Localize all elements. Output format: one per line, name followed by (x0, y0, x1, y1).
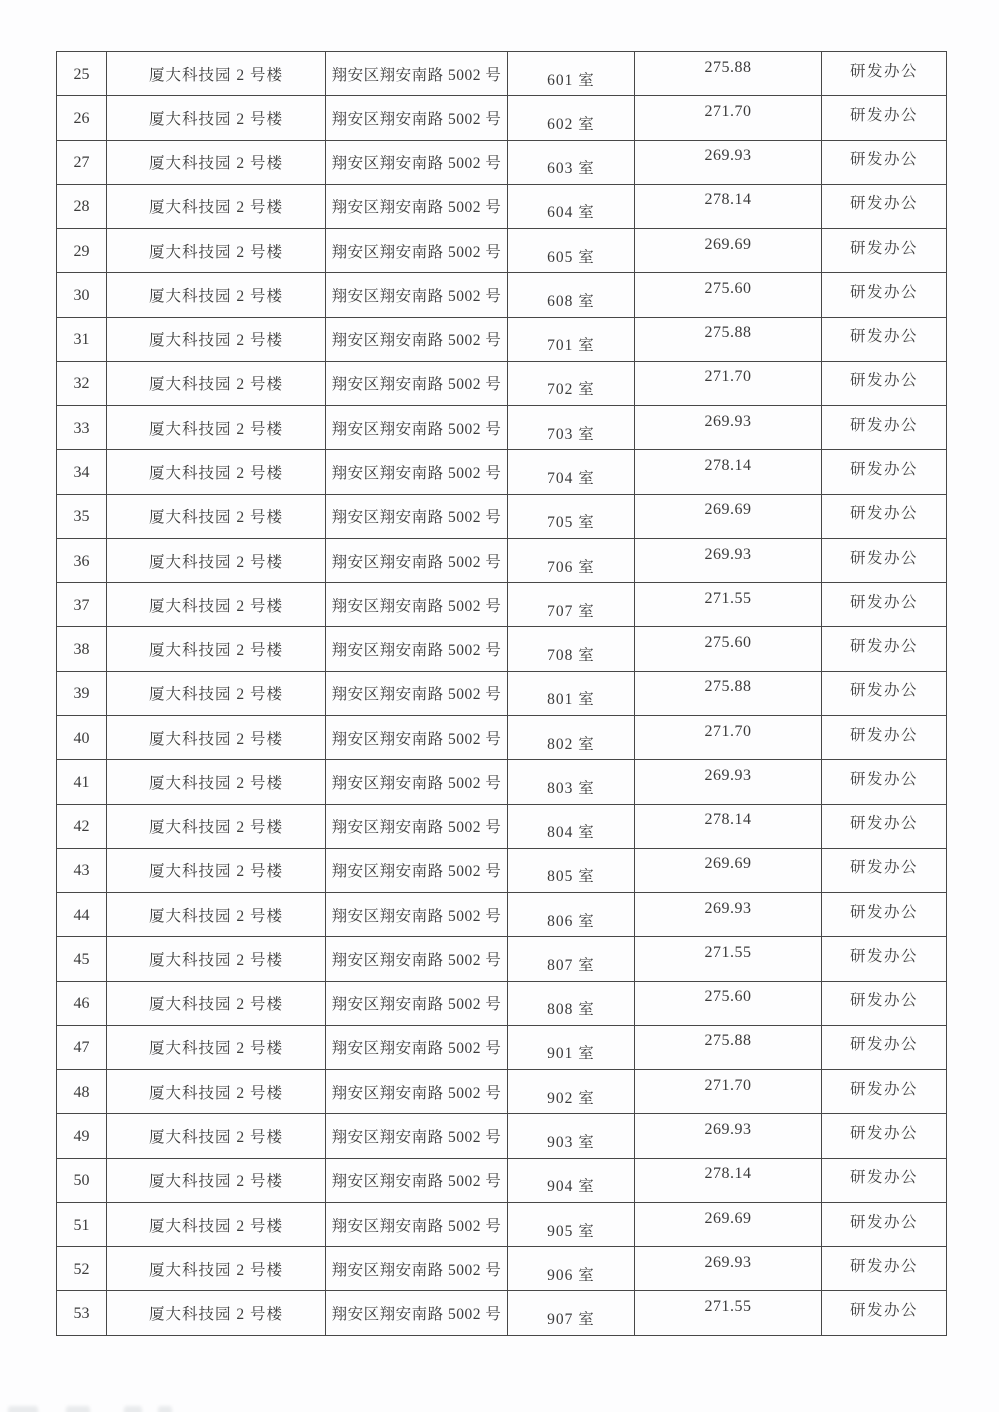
cell-room: 602 室 (508, 96, 635, 140)
table-row (57, 317, 947, 361)
table-row (57, 1070, 947, 1114)
cell-building: 厦大科技园 2 号楼 (107, 184, 326, 228)
cell-room: 802 室 (508, 715, 635, 759)
cell-address: 翔安区翔安南路 5002 号 (326, 1025, 508, 1069)
cell-usage: 研发办公 (822, 1070, 947, 1114)
cell-seq: 47 (57, 1025, 107, 1069)
cell-area: 269.93 (635, 538, 822, 582)
cell-usage: 研发办公 (822, 937, 947, 981)
cell-area: 271.70 (635, 1070, 822, 1114)
cell-usage: 研发办公 (822, 229, 947, 273)
cell-seq: 35 (57, 494, 107, 538)
cell-room: 704 室 (508, 450, 635, 494)
cell-building: 厦大科技园 2 号楼 (107, 406, 326, 450)
cell-seq: 38 (57, 627, 107, 671)
cell-room: 604 室 (508, 184, 635, 228)
cell-seq: 34 (57, 450, 107, 494)
cell-building: 厦大科技园 2 号楼 (107, 450, 326, 494)
table-row (57, 1202, 947, 1246)
cutoff-next-row-smudge (158, 1406, 172, 1412)
table-row (57, 1247, 947, 1291)
cell-address: 翔安区翔安南路 5002 号 (326, 52, 508, 96)
cell-usage: 研发办公 (822, 184, 947, 228)
cell-address: 翔安区翔安南路 5002 号 (326, 361, 508, 405)
table-row (57, 804, 947, 848)
cell-usage: 研发办公 (822, 627, 947, 671)
cell-room: 907 室 (508, 1291, 635, 1336)
cell-address: 翔安区翔安南路 5002 号 (326, 804, 508, 848)
cell-address: 翔安区翔安南路 5002 号 (326, 273, 508, 317)
cell-building: 厦大科技园 2 号楼 (107, 361, 326, 405)
table-row (57, 273, 947, 317)
cell-room: 605 室 (508, 229, 635, 273)
cell-room: 903 室 (508, 1114, 635, 1158)
cell-usage: 研发办公 (822, 494, 947, 538)
cell-usage: 研发办公 (822, 1114, 947, 1158)
cell-room: 808 室 (508, 981, 635, 1025)
cell-address: 翔安区翔安南路 5002 号 (326, 848, 508, 892)
cell-address: 翔安区翔安南路 5002 号 (326, 715, 508, 759)
cell-area: 275.88 (635, 52, 822, 96)
cell-seq: 46 (57, 981, 107, 1025)
cell-address: 翔安区翔安南路 5002 号 (326, 494, 508, 538)
cell-seq: 51 (57, 1202, 107, 1246)
cell-address: 翔安区翔安南路 5002 号 (326, 1070, 508, 1114)
table-row (57, 1025, 947, 1069)
cell-building: 厦大科技园 2 号楼 (107, 848, 326, 892)
cell-building: 厦大科技园 2 号楼 (107, 273, 326, 317)
cell-room: 608 室 (508, 273, 635, 317)
cell-address: 翔安区翔安南路 5002 号 (326, 893, 508, 937)
cell-area: 271.70 (635, 715, 822, 759)
cell-seq: 27 (57, 140, 107, 184)
cell-usage: 研发办公 (822, 361, 947, 405)
cell-building: 厦大科技园 2 号楼 (107, 1291, 326, 1336)
cell-area: 269.69 (635, 848, 822, 892)
cell-room: 708 室 (508, 627, 635, 671)
cell-usage: 研发办公 (822, 804, 947, 848)
cell-address: 翔安区翔安南路 5002 号 (326, 627, 508, 671)
cell-room: 905 室 (508, 1202, 635, 1246)
cell-address: 翔安区翔安南路 5002 号 (326, 406, 508, 450)
cell-area: 271.55 (635, 937, 822, 981)
cell-usage: 研发办公 (822, 671, 947, 715)
cell-area: 278.14 (635, 184, 822, 228)
cell-room: 906 室 (508, 1247, 635, 1291)
cell-room: 701 室 (508, 317, 635, 361)
cell-building: 厦大科技园 2 号楼 (107, 627, 326, 671)
table-row (57, 1291, 947, 1336)
cell-building: 厦大科技园 2 号楼 (107, 1247, 326, 1291)
table-row (57, 140, 947, 184)
cell-address: 翔安区翔安南路 5002 号 (326, 450, 508, 494)
cell-area: 275.88 (635, 671, 822, 715)
cell-building: 厦大科技园 2 号楼 (107, 804, 326, 848)
cell-area: 269.93 (635, 1114, 822, 1158)
cell-seq: 50 (57, 1158, 107, 1202)
cell-usage: 研发办公 (822, 760, 947, 804)
table-row (57, 96, 947, 140)
cell-room: 603 室 (508, 140, 635, 184)
cell-area: 275.60 (635, 273, 822, 317)
cell-address: 翔安区翔安南路 5002 号 (326, 184, 508, 228)
cell-area: 269.93 (635, 1247, 822, 1291)
table-row (57, 848, 947, 892)
table-row (57, 1158, 947, 1202)
cell-address: 翔安区翔安南路 5002 号 (326, 981, 508, 1025)
units-table (56, 51, 947, 1336)
cell-seq: 29 (57, 229, 107, 273)
cell-usage: 研发办公 (822, 583, 947, 627)
cell-usage: 研发办公 (822, 317, 947, 361)
table-row (57, 671, 947, 715)
cell-seq: 31 (57, 317, 107, 361)
cell-usage: 研发办公 (822, 981, 947, 1025)
cell-area: 271.55 (635, 583, 822, 627)
table-row (57, 1114, 947, 1158)
cell-usage: 研发办公 (822, 715, 947, 759)
cell-address: 翔安区翔安南路 5002 号 (326, 1114, 508, 1158)
cell-seq: 53 (57, 1291, 107, 1336)
table-row (57, 893, 947, 937)
table-row (57, 937, 947, 981)
cell-room: 703 室 (508, 406, 635, 450)
table-row (57, 715, 947, 759)
cell-usage: 研发办公 (822, 273, 947, 317)
cell-area: 278.14 (635, 804, 822, 848)
cell-area: 269.69 (635, 494, 822, 538)
cell-room: 801 室 (508, 671, 635, 715)
cell-area: 275.60 (635, 981, 822, 1025)
table-row (57, 361, 947, 405)
cell-area: 278.14 (635, 450, 822, 494)
table-row (57, 406, 947, 450)
cell-room: 902 室 (508, 1070, 635, 1114)
cell-building: 厦大科技园 2 号楼 (107, 494, 326, 538)
cell-room: 705 室 (508, 494, 635, 538)
cell-address: 翔安区翔安南路 5002 号 (326, 671, 508, 715)
cell-building: 厦大科技园 2 号楼 (107, 715, 326, 759)
table-row (57, 981, 947, 1025)
cell-building: 厦大科技园 2 号楼 (107, 538, 326, 582)
cell-usage: 研发办公 (822, 450, 947, 494)
cell-seq: 32 (57, 361, 107, 405)
cutoff-next-row-smudge (66, 1406, 90, 1412)
cell-room: 806 室 (508, 893, 635, 937)
table-row (57, 229, 947, 273)
cell-address: 翔安区翔安南路 5002 号 (326, 96, 508, 140)
cell-building: 厦大科技园 2 号楼 (107, 140, 326, 184)
table-row (57, 184, 947, 228)
cell-area: 278.14 (635, 1158, 822, 1202)
cell-seq: 42 (57, 804, 107, 848)
cell-seq: 26 (57, 96, 107, 140)
cell-area: 271.55 (635, 1291, 822, 1336)
cell-usage: 研发办公 (822, 893, 947, 937)
cell-room: 807 室 (508, 937, 635, 981)
cell-room: 706 室 (508, 538, 635, 582)
cell-usage: 研发办公 (822, 140, 947, 184)
cell-building: 厦大科技园 2 号楼 (107, 52, 326, 96)
cell-address: 翔安区翔安南路 5002 号 (326, 1291, 508, 1336)
cell-seq: 33 (57, 406, 107, 450)
cell-address: 翔安区翔安南路 5002 号 (326, 937, 508, 981)
cell-room: 601 室 (508, 52, 635, 96)
cell-room: 707 室 (508, 583, 635, 627)
cell-building: 厦大科技园 2 号楼 (107, 1202, 326, 1246)
cutoff-next-row-smudge (124, 1406, 142, 1412)
cell-address: 翔安区翔安南路 5002 号 (326, 1247, 508, 1291)
cell-room: 803 室 (508, 760, 635, 804)
cell-building: 厦大科技园 2 号楼 (107, 1158, 326, 1202)
cell-building: 厦大科技园 2 号楼 (107, 893, 326, 937)
cell-seq: 25 (57, 52, 107, 96)
cell-address: 翔安区翔安南路 5002 号 (326, 1158, 508, 1202)
cell-usage: 研发办公 (822, 406, 947, 450)
cell-building: 厦大科技园 2 号楼 (107, 760, 326, 804)
cell-room: 702 室 (508, 361, 635, 405)
cell-address: 翔安区翔安南路 5002 号 (326, 317, 508, 361)
cell-building: 厦大科技园 2 号楼 (107, 981, 326, 1025)
cell-building: 厦大科技园 2 号楼 (107, 1114, 326, 1158)
cell-seq: 36 (57, 538, 107, 582)
cell-usage: 研发办公 (822, 1291, 947, 1336)
cell-building: 厦大科技园 2 号楼 (107, 583, 326, 627)
cell-area: 271.70 (635, 361, 822, 405)
cell-seq: 28 (57, 184, 107, 228)
cell-area: 275.88 (635, 317, 822, 361)
cell-seq: 39 (57, 671, 107, 715)
cell-seq: 49 (57, 1114, 107, 1158)
cell-seq: 37 (57, 583, 107, 627)
cell-seq: 45 (57, 937, 107, 981)
units-table-body (57, 52, 947, 1336)
cell-area: 275.88 (635, 1025, 822, 1069)
cell-usage: 研发办公 (822, 1158, 947, 1202)
cell-address: 翔安区翔安南路 5002 号 (326, 140, 508, 184)
cell-usage: 研发办公 (822, 538, 947, 582)
cell-seq: 48 (57, 1070, 107, 1114)
cell-usage: 研发办公 (822, 1202, 947, 1246)
cell-address: 翔安区翔安南路 5002 号 (326, 538, 508, 582)
table-row (57, 538, 947, 582)
cell-seq: 44 (57, 893, 107, 937)
table-row (57, 52, 947, 96)
cell-address: 翔安区翔安南路 5002 号 (326, 1202, 508, 1246)
cell-building: 厦大科技园 2 号楼 (107, 96, 326, 140)
cell-building: 厦大科技园 2 号楼 (107, 229, 326, 273)
table-row (57, 494, 947, 538)
cell-address: 翔安区翔安南路 5002 号 (326, 583, 508, 627)
cell-seq: 52 (57, 1247, 107, 1291)
cutoff-next-row-smudge (8, 1406, 38, 1412)
cell-usage: 研发办公 (822, 1247, 947, 1291)
cell-address: 翔安区翔安南路 5002 号 (326, 760, 508, 804)
cell-area: 269.69 (635, 1202, 822, 1246)
cell-building: 厦大科技园 2 号楼 (107, 937, 326, 981)
table-row (57, 627, 947, 671)
cell-usage: 研发办公 (822, 1025, 947, 1069)
cell-room: 904 室 (508, 1158, 635, 1202)
cell-seq: 30 (57, 273, 107, 317)
cell-room: 805 室 (508, 848, 635, 892)
cell-room: 901 室 (508, 1025, 635, 1069)
table-row (57, 450, 947, 494)
table-row (57, 760, 947, 804)
cell-usage: 研发办公 (822, 96, 947, 140)
cell-address: 翔安区翔安南路 5002 号 (326, 229, 508, 273)
cell-area: 269.93 (635, 893, 822, 937)
cell-seq: 40 (57, 715, 107, 759)
table-row (57, 583, 947, 627)
cell-area: 269.69 (635, 229, 822, 273)
cell-building: 厦大科技园 2 号楼 (107, 671, 326, 715)
cell-area: 269.93 (635, 406, 822, 450)
cell-building: 厦大科技园 2 号楼 (107, 1070, 326, 1114)
cell-area: 269.93 (635, 140, 822, 184)
cell-area: 269.93 (635, 760, 822, 804)
cell-building: 厦大科技园 2 号楼 (107, 1025, 326, 1069)
cell-seq: 43 (57, 848, 107, 892)
cell-seq: 41 (57, 760, 107, 804)
cell-room: 804 室 (508, 804, 635, 848)
cell-area: 275.60 (635, 627, 822, 671)
cell-building: 厦大科技园 2 号楼 (107, 317, 326, 361)
cell-usage: 研发办公 (822, 848, 947, 892)
cell-area: 271.70 (635, 96, 822, 140)
cell-usage: 研发办公 (822, 52, 947, 96)
